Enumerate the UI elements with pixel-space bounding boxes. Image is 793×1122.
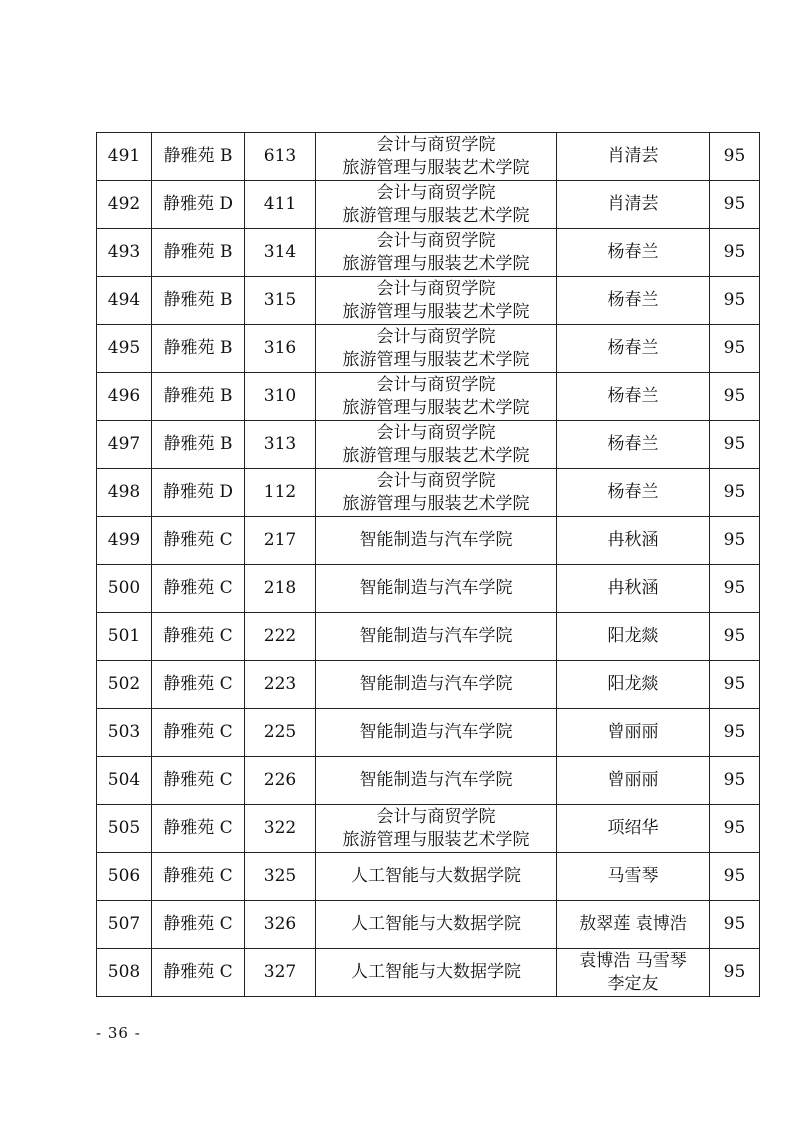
building-cell: 静雅苑 C [152,757,245,805]
score-cell: 95 [710,901,760,949]
teacher-line: 杨春兰 [607,338,659,358]
table-row [97,709,760,757]
row-number-cell: 508 [97,949,152,997]
teacher-line: 曾丽丽 [607,770,659,790]
teacher-line: 冉秋涵 [607,578,659,598]
building-cell: 静雅苑 C [152,853,245,901]
score-cell: 95 [710,805,760,853]
room-number-cell: 322 [245,805,316,853]
college-cell [316,853,557,901]
teacher-cell [557,853,710,901]
college-line: 会计与商贸学院 [376,422,496,443]
score-cell: 95 [710,709,760,757]
teacher-cell [557,277,710,325]
college-cell [316,373,557,421]
teacher-cell [557,949,710,997]
row-number-cell: 507 [97,901,152,949]
building-cell: 静雅苑 C [152,709,245,757]
teacher-line: 项绍华 [607,818,659,838]
table-row [97,565,760,613]
building-cell: 静雅苑 B [152,325,245,373]
room-number-cell: 222 [245,613,316,661]
table-row [97,853,760,901]
teacher-line: 杨春兰 [607,434,659,454]
room-number-cell: 613 [245,133,316,181]
college-line: 会计与商贸学院 [376,230,496,251]
college-line: 智能制造与汽车学院 [359,578,513,598]
college-line: 人工智能与大数据学院 [351,914,521,934]
score-cell: 95 [710,373,760,421]
teacher-cell [557,517,710,565]
college-line: 旅游管理与服装艺术学院 [342,445,530,466]
building-cell: 静雅苑 C [152,565,245,613]
college-cell [316,757,557,805]
building-cell: 静雅苑 B [152,133,245,181]
room-number-cell: 325 [245,853,316,901]
score-cell: 95 [710,517,760,565]
college-line: 会计与商贸学院 [376,470,496,491]
table-row [97,757,760,805]
table-body [97,133,760,997]
score-cell: 95 [710,469,760,517]
building-cell: 静雅苑 D [152,181,245,229]
building-cell: 静雅苑 C [152,805,245,853]
table-row [97,229,760,277]
college-line: 会计与商贸学院 [376,182,496,203]
college-line: 旅游管理与服装艺术学院 [342,397,530,418]
table-row [97,613,760,661]
college-line: 会计与商贸学院 [376,134,496,155]
room-number-cell: 112 [245,469,316,517]
table-row [97,133,760,181]
room-number-cell: 313 [245,421,316,469]
room-number-cell: 218 [245,565,316,613]
room-number-cell: 217 [245,517,316,565]
building-cell: 静雅苑 C [152,949,245,997]
teacher-line: 马雪琴 [607,866,659,886]
college-line: 旅游管理与服装艺术学院 [342,829,530,850]
room-number-cell: 326 [245,901,316,949]
teacher-line: 肖清芸 [607,194,659,214]
room-number-cell: 316 [245,325,316,373]
teacher-cell [557,565,710,613]
row-number-cell: 495 [97,325,152,373]
dormitory-score-table [96,132,760,997]
row-number-cell: 501 [97,613,152,661]
teacher-cell [557,373,710,421]
table-row [97,277,760,325]
teacher-cell [557,613,710,661]
college-cell [316,805,557,853]
building-cell: 静雅苑 C [152,901,245,949]
teacher-cell [557,757,710,805]
table-row [97,517,760,565]
score-cell: 95 [710,661,760,709]
college-line: 旅游管理与服装艺术学院 [342,253,530,274]
table-row [97,949,760,997]
teacher-line: 冉秋涵 [607,530,659,550]
college-line: 会计与商贸学院 [376,326,496,347]
teacher-line: 杨春兰 [607,386,659,406]
college-cell [316,901,557,949]
table-row [97,901,760,949]
row-number-cell: 498 [97,469,152,517]
college-cell [316,949,557,997]
college-cell [316,277,557,325]
room-number-cell: 315 [245,277,316,325]
college-cell [316,469,557,517]
teacher-line: 曾丽丽 [607,722,659,742]
building-cell: 静雅苑 C [152,517,245,565]
building-cell: 静雅苑 D [152,469,245,517]
college-line: 智能制造与汽车学院 [359,770,513,790]
building-cell: 静雅苑 B [152,277,245,325]
teacher-cell [557,469,710,517]
teacher-cell [557,325,710,373]
page-number: - 36 - [96,1024,141,1042]
college-cell [316,181,557,229]
row-number-cell: 503 [97,709,152,757]
building-cell: 静雅苑 B [152,421,245,469]
table-row [97,373,760,421]
college-cell [316,709,557,757]
college-line: 人工智能与大数据学院 [351,962,521,982]
row-number-cell: 506 [97,853,152,901]
room-number-cell: 226 [245,757,316,805]
score-cell: 95 [710,181,760,229]
row-number-cell: 494 [97,277,152,325]
teacher-cell [557,901,710,949]
college-cell [316,517,557,565]
college-line: 智能制造与汽车学院 [359,530,513,550]
teacher-cell [557,805,710,853]
college-cell [316,229,557,277]
table-row [97,181,760,229]
college-line: 旅游管理与服装艺术学院 [342,493,530,514]
teacher-cell [557,709,710,757]
row-number-cell: 496 [97,373,152,421]
row-number-cell: 491 [97,133,152,181]
building-cell: 静雅苑 B [152,229,245,277]
score-cell: 95 [710,565,760,613]
teacher-cell [557,133,710,181]
college-cell [316,613,557,661]
room-number-cell: 327 [245,949,316,997]
teacher-line: 阳龙燚 [607,674,659,694]
table-row [97,421,760,469]
teacher-line: 李定友 [607,973,659,994]
table-row [97,661,760,709]
teacher-line: 杨春兰 [607,290,659,310]
college-cell [316,421,557,469]
teacher-line: 袁博浩 马雪琴 [579,950,687,971]
room-number-cell: 225 [245,709,316,757]
building-cell: 静雅苑 B [152,373,245,421]
teacher-line: 肖清芸 [607,146,659,166]
row-number-cell: 492 [97,181,152,229]
room-number-cell: 223 [245,661,316,709]
teacher-cell [557,421,710,469]
score-cell: 95 [710,853,760,901]
college-line: 旅游管理与服装艺术学院 [342,205,530,226]
score-cell: 95 [710,757,760,805]
teacher-line: 阳龙燚 [607,626,659,646]
score-cell: 95 [710,277,760,325]
college-cell [316,661,557,709]
teacher-cell [557,229,710,277]
score-cell: 95 [710,325,760,373]
room-number-cell: 314 [245,229,316,277]
college-line: 会计与商贸学院 [376,374,496,395]
college-line: 智能制造与汽车学院 [359,626,513,646]
row-number-cell: 499 [97,517,152,565]
row-number-cell: 504 [97,757,152,805]
table-row [97,469,760,517]
row-number-cell: 493 [97,229,152,277]
teacher-line: 杨春兰 [607,482,659,502]
row-number-cell: 502 [97,661,152,709]
row-number-cell: 497 [97,421,152,469]
college-line: 旅游管理与服装艺术学院 [342,157,530,178]
score-cell: 95 [710,949,760,997]
room-number-cell: 310 [245,373,316,421]
teacher-line: 杨春兰 [607,242,659,262]
teacher-cell [557,661,710,709]
room-number-cell: 411 [245,181,316,229]
college-line: 旅游管理与服装艺术学院 [342,349,530,370]
college-line: 旅游管理与服装艺术学院 [342,301,530,322]
college-cell [316,325,557,373]
row-number-cell: 505 [97,805,152,853]
teacher-line: 敖翠莲 袁博浩 [579,914,687,934]
college-cell [316,565,557,613]
score-cell: 95 [710,229,760,277]
table-row [97,325,760,373]
score-cell: 95 [710,421,760,469]
teacher-cell [557,181,710,229]
building-cell: 静雅苑 C [152,661,245,709]
table-row [97,805,760,853]
row-number-cell: 500 [97,565,152,613]
score-cell: 95 [710,133,760,181]
college-line: 人工智能与大数据学院 [351,866,521,886]
score-cell: 95 [710,613,760,661]
college-cell [316,133,557,181]
college-line: 智能制造与汽车学院 [359,674,513,694]
college-line: 会计与商贸学院 [376,806,496,827]
building-cell: 静雅苑 C [152,613,245,661]
college-line: 智能制造与汽车学院 [359,722,513,742]
college-line: 会计与商贸学院 [376,278,496,299]
